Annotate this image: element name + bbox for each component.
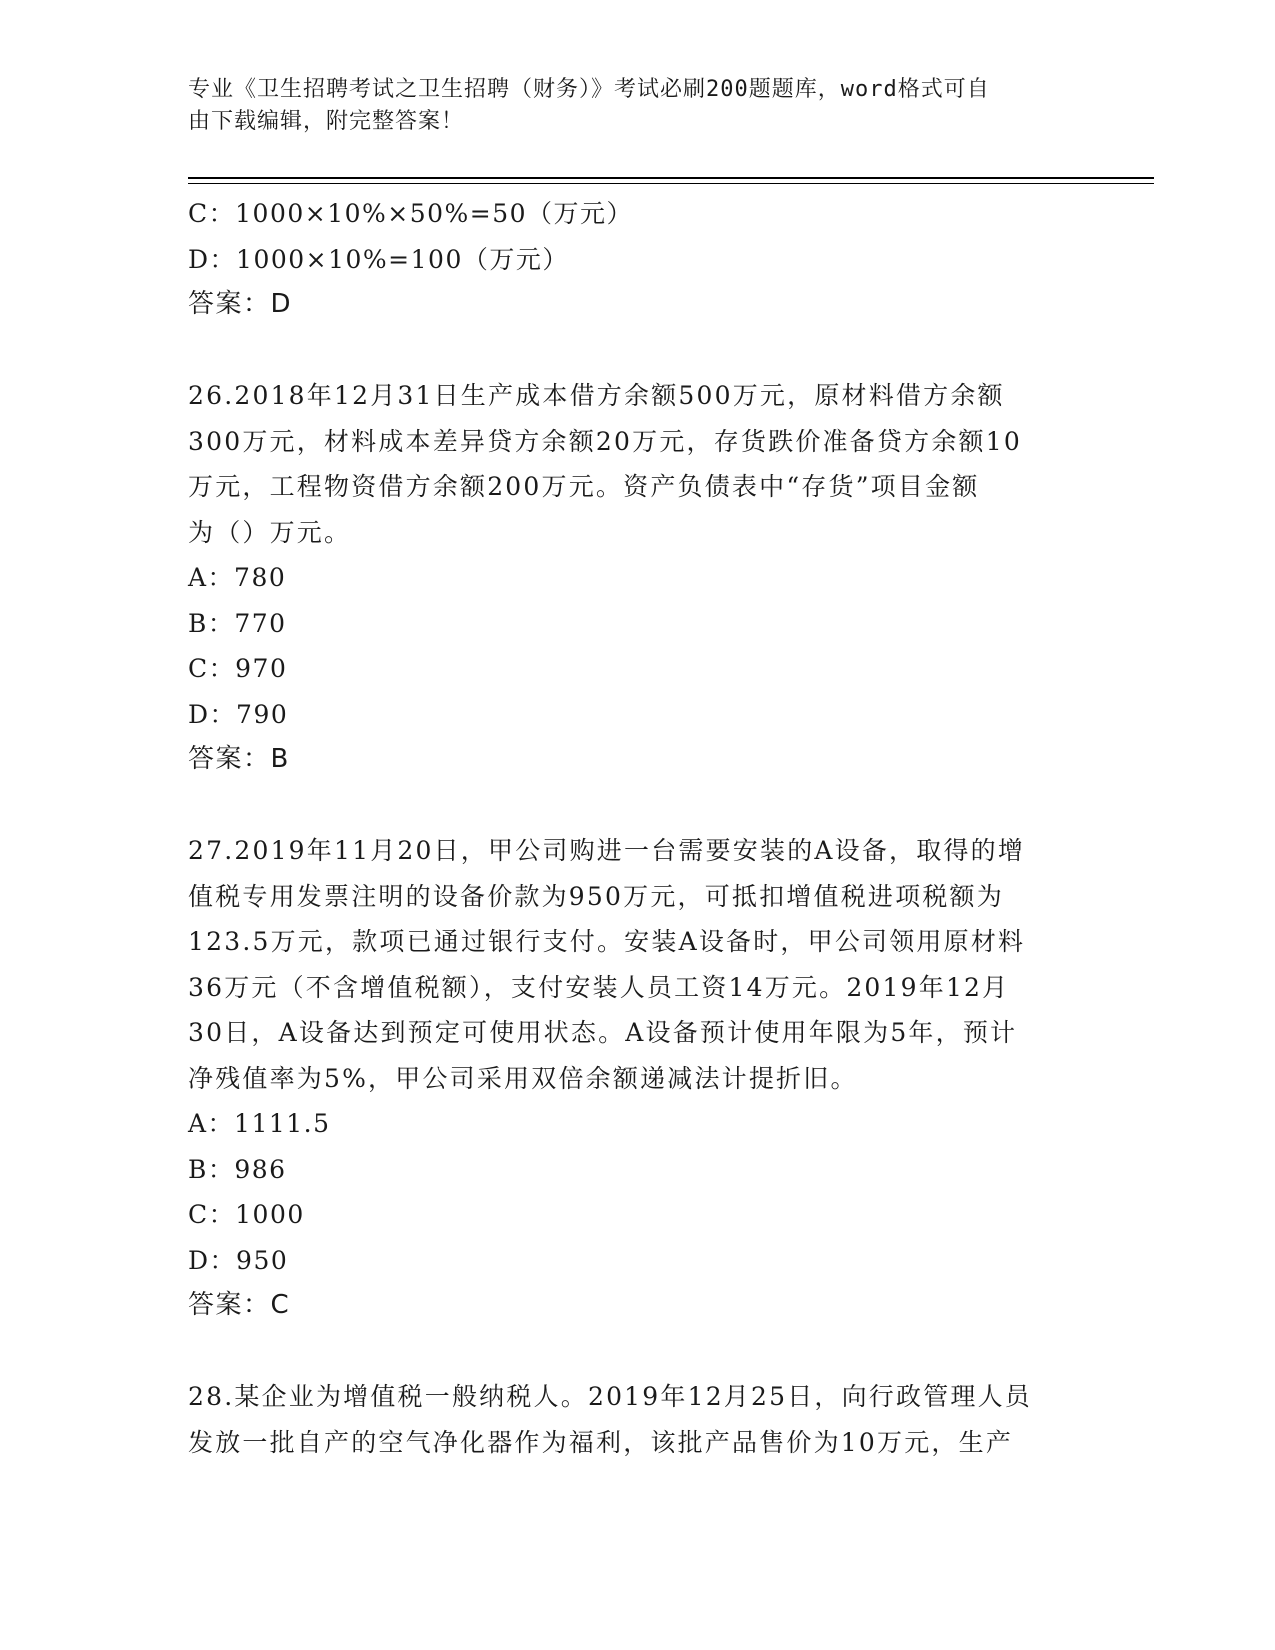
option-d: D：1000×10%=100（万元） bbox=[188, 244, 569, 274]
answer-label: 答案：C bbox=[188, 1290, 291, 1320]
question-stem bbox=[188, 373, 1088, 555]
page-header bbox=[188, 74, 1068, 138]
option-b: B：986 bbox=[188, 1154, 287, 1184]
stem-line: 发放一批自产的空气净化器作为福利，该批产品售价为10万元，生产 bbox=[188, 1427, 1014, 1457]
stem-line: 300万元，材料成本差异贷方余额20万元，存货跌价准备贷方余额10 bbox=[188, 426, 1022, 456]
option-b: B：770 bbox=[188, 608, 287, 638]
stem-line: 36万元（不含增值税额），支付安装人员工资14万元。2019年12月 bbox=[188, 972, 1010, 1002]
question-27 bbox=[188, 828, 1088, 1329]
option-c: C：1000×10%×50%=50（万元） bbox=[188, 199, 634, 228]
previous-question-tail bbox=[188, 191, 1088, 328]
option-d: D：790 bbox=[188, 699, 289, 729]
answer-label: 答案：D bbox=[188, 289, 293, 319]
question-28 bbox=[188, 1374, 1088, 1465]
spacer bbox=[188, 783, 1088, 829]
question-stem bbox=[188, 1374, 1088, 1465]
answer-label: 答案：B bbox=[188, 744, 290, 774]
stem-line: 30日，A设备达到预定可使用状态。A设备预计使用年限为5年，预计 bbox=[188, 1018, 1018, 1047]
question-list bbox=[188, 191, 1088, 1465]
spacer bbox=[188, 328, 1088, 374]
option-d: D：950 bbox=[188, 1245, 289, 1275]
option-c: C：1000 bbox=[188, 1200, 305, 1229]
option-c: C：970 bbox=[188, 654, 288, 683]
option-a: A：1111.5 bbox=[188, 1109, 331, 1138]
header-line-1: 专业《卫生招聘考试之卫生招聘（财务）》考试必刷200题题库，word格式可自 bbox=[188, 77, 990, 102]
stem-line: 28.某企业为增值税一般纳税人。2019年12月25日，向行政管理人员 bbox=[188, 1382, 1033, 1411]
header-divider-thin bbox=[188, 183, 1154, 184]
spacer bbox=[188, 1329, 1088, 1375]
question-26 bbox=[188, 373, 1088, 783]
header-divider-thick bbox=[188, 177, 1154, 179]
stem-line: 27.2019年11月20日，甲公司购进一台需要安装的A设备，取得的增 bbox=[188, 836, 1026, 865]
option-a: A：780 bbox=[188, 563, 287, 592]
stem-line: 为（）万元。 bbox=[188, 517, 352, 547]
stem-line: 值税专用发票注明的设备价款为950万元，可抵扣增值税进项税额为 bbox=[188, 881, 1004, 911]
stem-line: 万元，工程物资借方余额200万元。资产负债表中“存货”项目金额 bbox=[188, 472, 980, 501]
stem-line: 123.5万元，款项已通过银行支付。安装A设备时，甲公司领用原材料 bbox=[188, 927, 1026, 956]
header-line-2: 由下载编辑，附完整答案！ bbox=[188, 109, 465, 134]
stem-line: 26.2018年12月31日生产成本借方余额500万元，原材料借方余额 bbox=[188, 381, 1005, 410]
stem-line: 净残值率为5%，甲公司采用双倍余额递减法计提折旧。 bbox=[188, 1063, 858, 1093]
question-stem bbox=[188, 828, 1088, 1101]
